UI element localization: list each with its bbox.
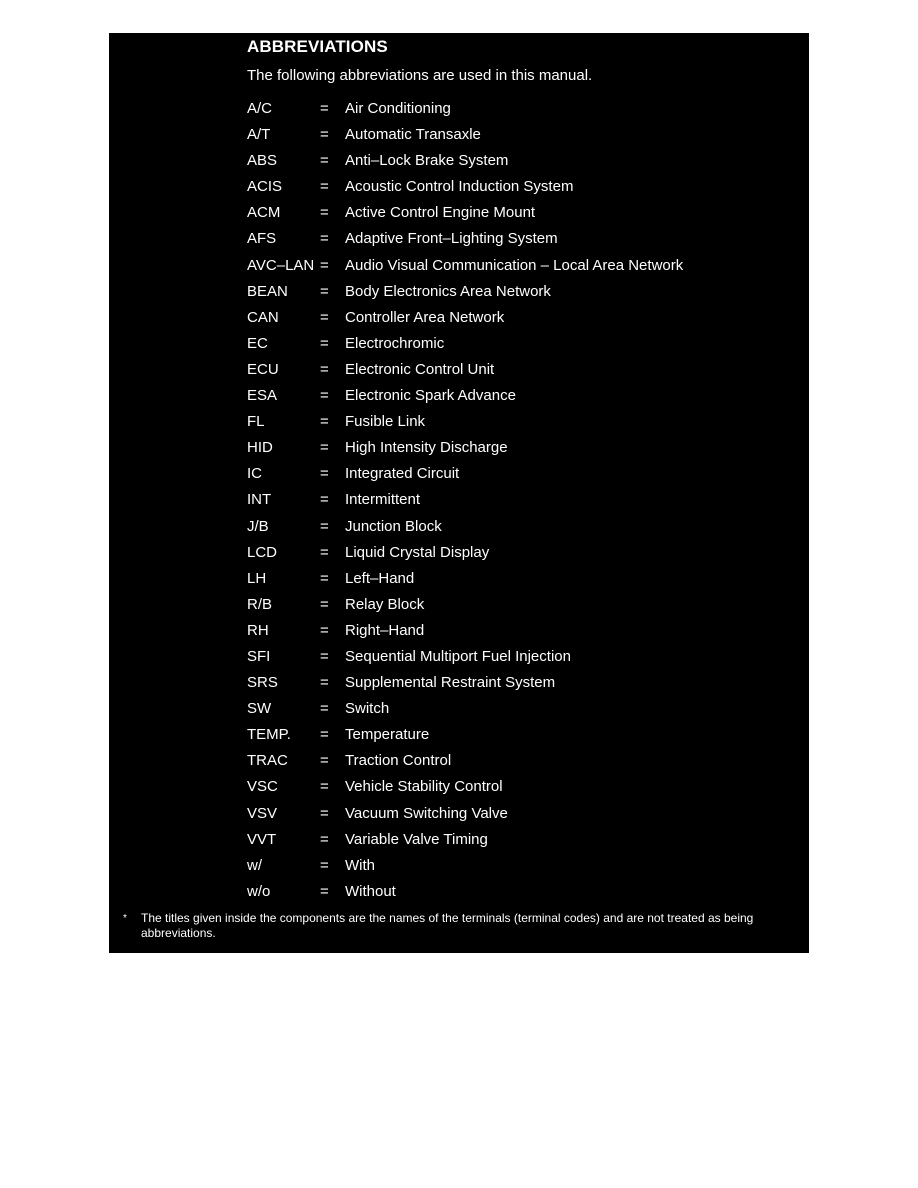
abbreviation-meaning: Liquid Crystal Display <box>345 543 490 561</box>
abbreviation-code: A/T <box>247 126 271 144</box>
abbreviation-meaning: Fusible Link <box>345 413 426 431</box>
abbreviation-code: SRS <box>247 674 278 692</box>
equals-sign: = <box>320 517 329 535</box>
equals-sign: = <box>320 700 329 718</box>
equals-sign: = <box>320 830 329 848</box>
abbreviation-meaning: Vacuum Switching Valve <box>345 804 508 822</box>
equals-sign: = <box>320 256 329 274</box>
abbreviation-code: VSV <box>247 804 278 822</box>
abbreviation-meaning: Relay Block <box>345 595 425 613</box>
abbreviation-code: ACIS <box>247 178 283 196</box>
equals-sign: = <box>320 778 329 796</box>
abbreviation-code: VVT <box>247 830 277 848</box>
equals-sign: = <box>320 178 329 196</box>
abbreviation-meaning: Right–Hand <box>345 621 425 639</box>
abbreviation-code: ACM <box>247 204 281 222</box>
abbreviation-meaning: Supplemental Restraint System <box>345 674 556 692</box>
abbreviation-code: TEMP. <box>247 726 291 744</box>
abbreviation-meaning: Variable Valve Timing <box>345 830 488 848</box>
abbreviation-meaning: Sequential Multiport Fuel Injection <box>345 647 571 665</box>
page-title: ABBREVIATIONS <box>247 37 388 56</box>
abbreviation-meaning: Automatic Transaxle <box>345 126 481 144</box>
abbreviation-meaning: Air Conditioning <box>345 100 451 117</box>
abbreviation-code: HID <box>247 439 273 457</box>
abbreviation-code: ESA <box>247 387 278 405</box>
equals-sign: = <box>320 282 329 300</box>
abbreviation-meaning: With <box>345 856 375 874</box>
abbreviation-meaning: Electrochromic <box>345 334 445 352</box>
abbreviation-meaning: Switch <box>345 700 390 718</box>
abbreviation-meaning: Integrated Circuit <box>345 465 460 483</box>
abbreviation-code: A/C <box>247 100 273 117</box>
abbreviation-code: FL <box>247 413 265 431</box>
abbreviation-code: R/B <box>247 595 273 613</box>
abbreviation-meaning: Junction Block <box>345 517 442 535</box>
equals-sign: = <box>320 152 329 170</box>
abbreviation-meaning: Vehicle Stability Control <box>345 778 503 796</box>
abbreviation-meaning: Adaptive Front–Lighting System <box>345 230 558 248</box>
abbreviation-code: AVC–LAN <box>247 256 315 274</box>
equals-sign: = <box>320 387 329 405</box>
equals-sign: = <box>320 360 329 378</box>
equals-sign: = <box>320 621 329 639</box>
intro-text: The following abbreviations are used in this manual. <box>247 67 593 84</box>
abbreviation-meaning: Anti–Lock Brake System <box>345 152 509 170</box>
abbreviation-code: SFI <box>247 647 271 665</box>
abbreviation-meaning: Electronic Spark Advance <box>345 387 516 405</box>
abbreviation-meaning: Audio Visual Communication – Local Area Network <box>345 256 684 274</box>
equals-sign: = <box>320 569 329 587</box>
abbreviation-meaning: Body Electronics Area Network <box>345 282 551 300</box>
abbreviation-code: CAN <box>247 308 279 326</box>
equals-sign: = <box>320 595 329 613</box>
abbreviation-code: ABS <box>247 152 278 170</box>
abbreviation-code: VSC <box>247 778 278 796</box>
footnote-text: The titles given inside the components are the names of the terminals (terminal codes) and are not treated as being abbreviations. <box>141 911 754 940</box>
equals-sign: = <box>320 439 329 457</box>
footnote <box>123 911 795 941</box>
abbreviation-code: INT <box>247 491 272 509</box>
equals-sign: = <box>320 752 329 770</box>
equals-sign: = <box>320 726 329 744</box>
abbreviation-meaning: Intermittent <box>345 491 421 509</box>
equals-sign: = <box>320 543 329 561</box>
abbreviation-meaning: Without <box>345 882 396 900</box>
equals-sign: = <box>320 230 329 248</box>
abbreviation-code: J/B <box>247 517 269 535</box>
abbreviation-meaning: Temperature <box>345 726 430 744</box>
equals-sign: = <box>320 334 329 352</box>
abbreviation-code: RH <box>247 621 269 639</box>
abbreviation-code: IC <box>247 465 262 483</box>
abbreviation-meaning: Active Control Engine Mount <box>345 204 536 222</box>
abbreviation-meaning: High Intensity Discharge <box>345 439 508 457</box>
abbreviation-code: LH <box>247 569 267 587</box>
abbreviation-code: ECU <box>247 360 279 378</box>
abbreviation-code: w/ <box>247 856 262 874</box>
equals-sign: = <box>320 126 329 144</box>
equals-sign: = <box>320 674 329 692</box>
equals-sign: = <box>320 647 329 665</box>
equals-sign: = <box>320 465 329 483</box>
abbreviation-code: BEAN <box>247 282 288 300</box>
abbreviation-meaning: Controller Area Network <box>345 308 505 326</box>
equals-sign: = <box>320 204 329 222</box>
abbreviation-meaning: Traction Control <box>345 752 452 770</box>
equals-sign: = <box>320 804 329 822</box>
equals-sign: = <box>320 882 329 900</box>
footnote-asterisk: * <box>123 913 127 924</box>
abbreviation-meaning: Acoustic Control Induction System <box>345 178 574 196</box>
equals-sign: = <box>320 856 329 874</box>
equals-sign: = <box>320 413 329 431</box>
equals-sign: = <box>320 491 329 509</box>
abbreviation-meaning: Left–Hand <box>345 569 415 587</box>
equals-sign: = <box>320 308 329 326</box>
abbreviation-code: AFS <box>247 230 277 248</box>
abbreviation-code: w/o <box>247 882 271 900</box>
abbreviation-code: LCD <box>247 543 278 561</box>
abbreviation-meaning: Electronic Control Unit <box>345 360 495 378</box>
abbreviations-panel <box>109 33 809 953</box>
abbreviation-code: TRAC <box>247 752 288 770</box>
equals-sign: = <box>320 100 329 117</box>
abbreviation-code: EC <box>247 334 268 352</box>
abbreviation-code: SW <box>247 700 272 718</box>
